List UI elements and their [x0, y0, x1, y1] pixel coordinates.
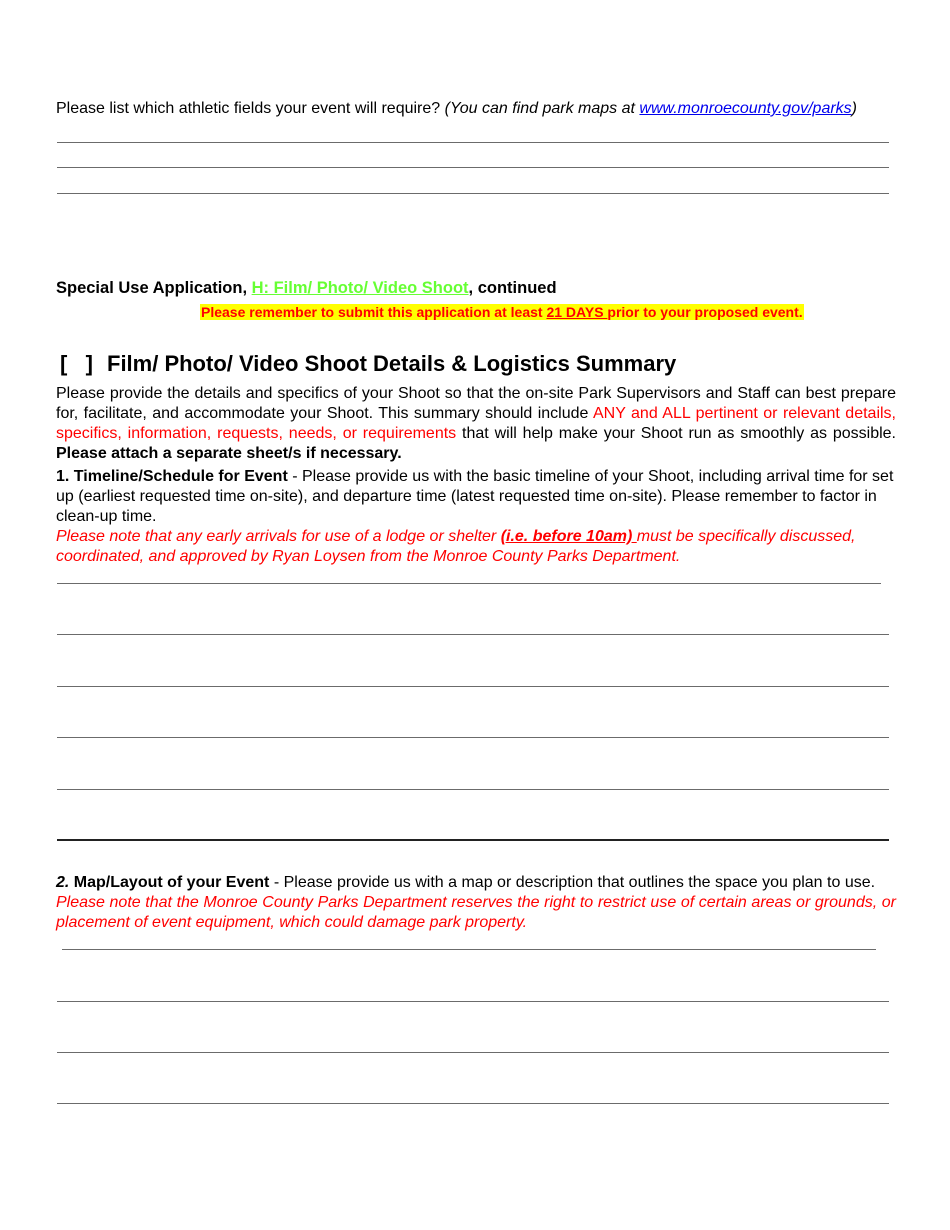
section-h-link[interactable]: H: Film/ Photo/ Video Shoot [251, 279, 469, 297]
answer-line-map-1[interactable] [62, 949, 876, 950]
timeline-note: Please note that any early arrivals for use of a lodge or shelter (i.e. before 10am) must be specifically discussed, coordinated, and approved by Ryan Loysen from the Monroe County Parks Department. [56, 528, 856, 565]
map-section-number: 2. [56, 874, 70, 891]
map-body: - Please provide us with a map or description that outlines the space you plan to use. [269, 874, 876, 891]
park-maps-link[interactable]: www.monroecounty.gov/parks [639, 100, 852, 117]
answer-line-timeline-6[interactable] [57, 839, 889, 841]
map-note: Please note that the Monroe County Parks Department reserves the right to restrict use of certain areas or grounds, or placement of event equipment, which could damage park property. [56, 894, 896, 931]
summary-checkbox[interactable]: [ ] [60, 351, 93, 376]
answer-line-timeline-2[interactable] [57, 634, 889, 635]
answer-line-timeline-5[interactable] [57, 789, 889, 790]
application-title: Special Use Application, H: Film/ Photo/ Video Shoot, continued [56, 279, 557, 297]
answer-line-fields-1[interactable] [57, 142, 889, 143]
athletic-question-text: Please list which athletic fields your event will require? [56, 100, 441, 117]
answer-line-timeline-4[interactable] [57, 737, 889, 738]
answer-line-map-4[interactable] [57, 1103, 889, 1104]
timeline-note-time: (i.e. before 10am) [500, 528, 637, 545]
timeline-body: - Please provide us with the basic timeline of your Shoot, including arrival time for set up (earliest requested time on-site), and departure time (latest requested time on-site). Please remember to factor in clean-up time. [56, 468, 894, 525]
map-heading: Map/Layout of your Event [73, 874, 270, 891]
summary-intro: Please provide the details and specifics of your Shoot so that the on-site Park Supervisors and Staff can best prepare for, facilitate, and accommodate your Shoot. This summary should include ANY and ALL pertinent or relevant details, specifics, information, requests, needs, or requirements that will help make your Shoot run as smoothly as possible. Please attach a separate sheet/s if necessary. [56, 385, 896, 462]
attach-sheet-note: Please attach a separate sheet/s if necessary. [56, 445, 402, 462]
answer-line-timeline-3[interactable] [57, 686, 889, 687]
answer-line-map-2[interactable] [57, 1001, 889, 1002]
answer-line-map-3[interactable] [57, 1052, 889, 1053]
reminder-days: 21 DAYS [546, 304, 608, 320]
section-timeline [56, 467, 896, 567]
summary-intro-emphasis: ANY and ALL pertinent or relevant details, specifics, information, requests, needs, or requirements [56, 405, 896, 442]
timeline-heading: 1. Timeline/Schedule for Event [56, 468, 288, 485]
answer-line-fields-2[interactable] [57, 167, 889, 168]
answer-line-timeline-1[interactable] [57, 583, 881, 584]
submission-reminder: Please remember to submit this application at least 21 DAYS prior to your proposed event. [201, 304, 803, 320]
answer-line-fields-3[interactable] [57, 193, 889, 194]
athletic-fields-question [56, 99, 906, 119]
park-maps-note: (You can find park maps at www.monroecounty.gov/parks) [444, 100, 857, 117]
summary-title: Film/ Photo/ Video Shoot Details & Logistics Summary [107, 351, 677, 376]
section-map-layout [56, 873, 896, 933]
summary-heading [60, 350, 676, 378]
